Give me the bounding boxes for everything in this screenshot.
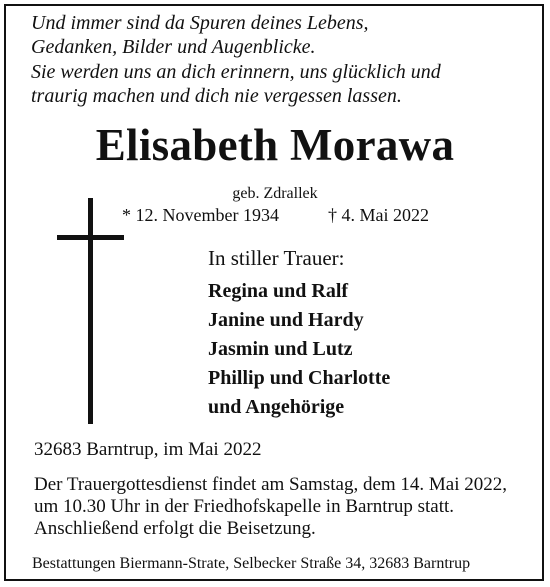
mourning-heading: In stiller Trauer: xyxy=(208,246,345,270)
service-line: um 10.30 Uhr in der Friedhofskapelle in Barntrup statt. xyxy=(34,496,455,517)
mourner-name: Regina und Ralf xyxy=(208,280,349,302)
mourner-name: und Angehörige xyxy=(208,396,345,418)
birth-date: * 12. November 1934 xyxy=(122,205,279,225)
poem-line: traurig machen und dich nie vergessen lassen. xyxy=(31,85,402,108)
poem-line: Gedanken, Bilder und Augenblicke. xyxy=(31,36,316,59)
undertaker-info: Bestattungen Biermann-Strate, Selbecker Straße 34, 32683 Barntrup xyxy=(32,555,471,572)
place-and-date: 32683 Barntrup, im Mai 2022 xyxy=(34,439,262,460)
cross-vertical-bar xyxy=(88,198,93,424)
mourners-list xyxy=(208,277,390,422)
birth-name: geb. Zdrallek xyxy=(232,185,318,202)
deceased-name: Elisabeth Morawa xyxy=(95,120,455,170)
poem-line: Sie werden uns an dich erinnern, uns glücklich und xyxy=(31,60,441,83)
poem-line: Und immer sind da Spuren deines Lebens, xyxy=(31,12,369,34)
mourner-name: Jasmin und Lutz xyxy=(208,338,353,360)
death-date: † 4. Mai 2022 xyxy=(328,205,429,225)
cross-horizontal-bar xyxy=(57,235,124,240)
service-line: Anschließend erfolgt die Beisetzung. xyxy=(34,518,316,539)
memorial-poem xyxy=(31,11,441,109)
service-line: Der Trauergottesdienst findet am Samstag, dem 14. Mai 2022, xyxy=(34,474,508,495)
mourner-name: Phillip und Charlotte xyxy=(208,367,391,389)
service-notice xyxy=(34,474,507,540)
mourner-name: Janine und Hardy xyxy=(208,309,364,331)
